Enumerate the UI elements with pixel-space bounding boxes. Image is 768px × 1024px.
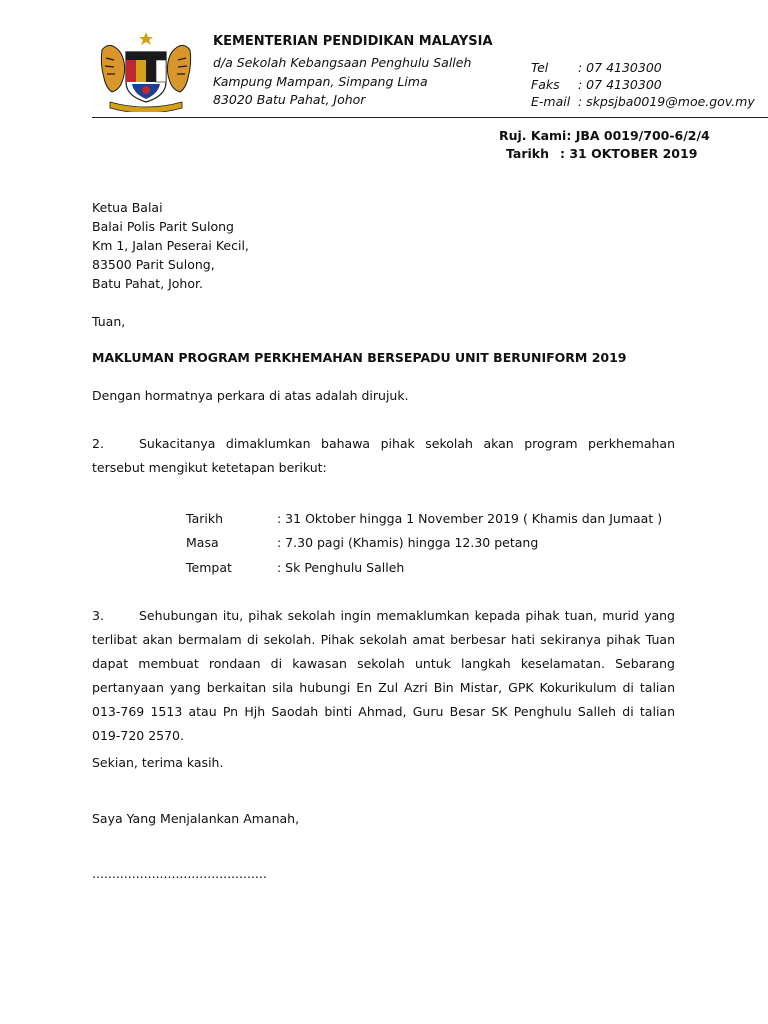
- salutation: Tuan,: [92, 314, 126, 329]
- tel-label: Tel: [531, 60, 549, 75]
- detail-value-date: : 31 Oktober hingga 1 November 2019 ( Khamis dan Jumaat ): [277, 511, 663, 526]
- paragraph-3-text: Sehubungan itu, pihak sekolah ingin memaklumkan kepada pihak tuan, murid yang terlibat akan bermalam di sekolah. Pihak sekolah amat berbesar hati sekiranya pihak Tuan dapat membuat rondaan di kawasan sekolah untuk langkah keselamatan. Sebarang pertanyaan yang berkaitan sila hubungi En Zul Azri Bin Mistar, GPK Kokurikulum di talian 013-769 1513 atau Pn Hjh Saodah binti Ahmad, Guru Besar SK Penghulu Salleh di talian 019-720 2570.: [92, 608, 675, 743]
- recipient-line-5: Batu Pahat, Johor.: [92, 276, 203, 291]
- reference-number: Ruj. Kami: JBA 0019/700-6/2/4: [499, 128, 710, 143]
- org-name: KEMENTERIAN PENDIDIKAN MALAYSIA: [213, 34, 493, 49]
- letterhead-divider: [92, 117, 768, 118]
- email-label: E-mail: [531, 94, 571, 109]
- recipient-line-2: Balai Polis Parit Sulong: [92, 219, 234, 234]
- coat-of-arms-icon: [96, 30, 196, 112]
- recipient-line-1: Ketua Balai: [92, 200, 163, 215]
- intro-paragraph: Dengan hormatnya perkara di atas adalah dirujuk.: [92, 388, 409, 403]
- motto-line: Saya Yang Menjalankan Amanah,: [92, 811, 300, 826]
- paragraph-2-number: 2.: [92, 436, 104, 451]
- detail-key-time: Masa: [186, 535, 219, 550]
- signature-line: ............................................: [92, 866, 267, 881]
- paragraph-2-text: Sukacitanya dimaklumkan bahawa pihak sekolah akan program perkhemahan tersebut mengikut ketetapan berikut:: [92, 436, 675, 475]
- fax-value: : 07 4130300: [578, 77, 662, 92]
- detail-key-date: Tarikh: [186, 511, 223, 526]
- paragraph-3-number: 3.: [92, 608, 104, 623]
- detail-value-time: : 7.30 pagi (Khamis) hingga 12.30 petang: [277, 535, 539, 550]
- paragraph-3: [92, 604, 675, 748]
- detail-value-place: : Sk Penghulu Salleh: [277, 560, 405, 575]
- fax-label: Faks: [531, 77, 560, 92]
- recipient-line-3: Km 1, Jalan Peserai Kecil,: [92, 238, 249, 253]
- address-line-3: 83020 Batu Pahat, Johor: [213, 92, 366, 107]
- subject-heading: MAKLUMAN PROGRAM PERKHEMAHAN BERSEPADU UNIT BERUNIFORM 2019: [92, 350, 627, 365]
- recipient-line-4: 83500 Parit Sulong,: [92, 257, 215, 272]
- tel-value: : 07 4130300: [578, 60, 662, 75]
- address-line-1: d/a Sekolah Kebangsaan Penghulu Salleh: [213, 55, 472, 70]
- address-line-2: Kampung Mampan, Simpang Lima: [213, 74, 428, 89]
- paragraph-2: [92, 432, 675, 480]
- date-value: : 31 OKTOBER 2019: [560, 146, 698, 161]
- email-value: : skpsjba0019@moe.gov.my: [578, 94, 755, 109]
- detail-key-place: Tempat: [186, 560, 232, 575]
- date-label: Tarikh: [506, 146, 550, 161]
- closing-line: Sekian, terima kasih.: [92, 755, 224, 770]
